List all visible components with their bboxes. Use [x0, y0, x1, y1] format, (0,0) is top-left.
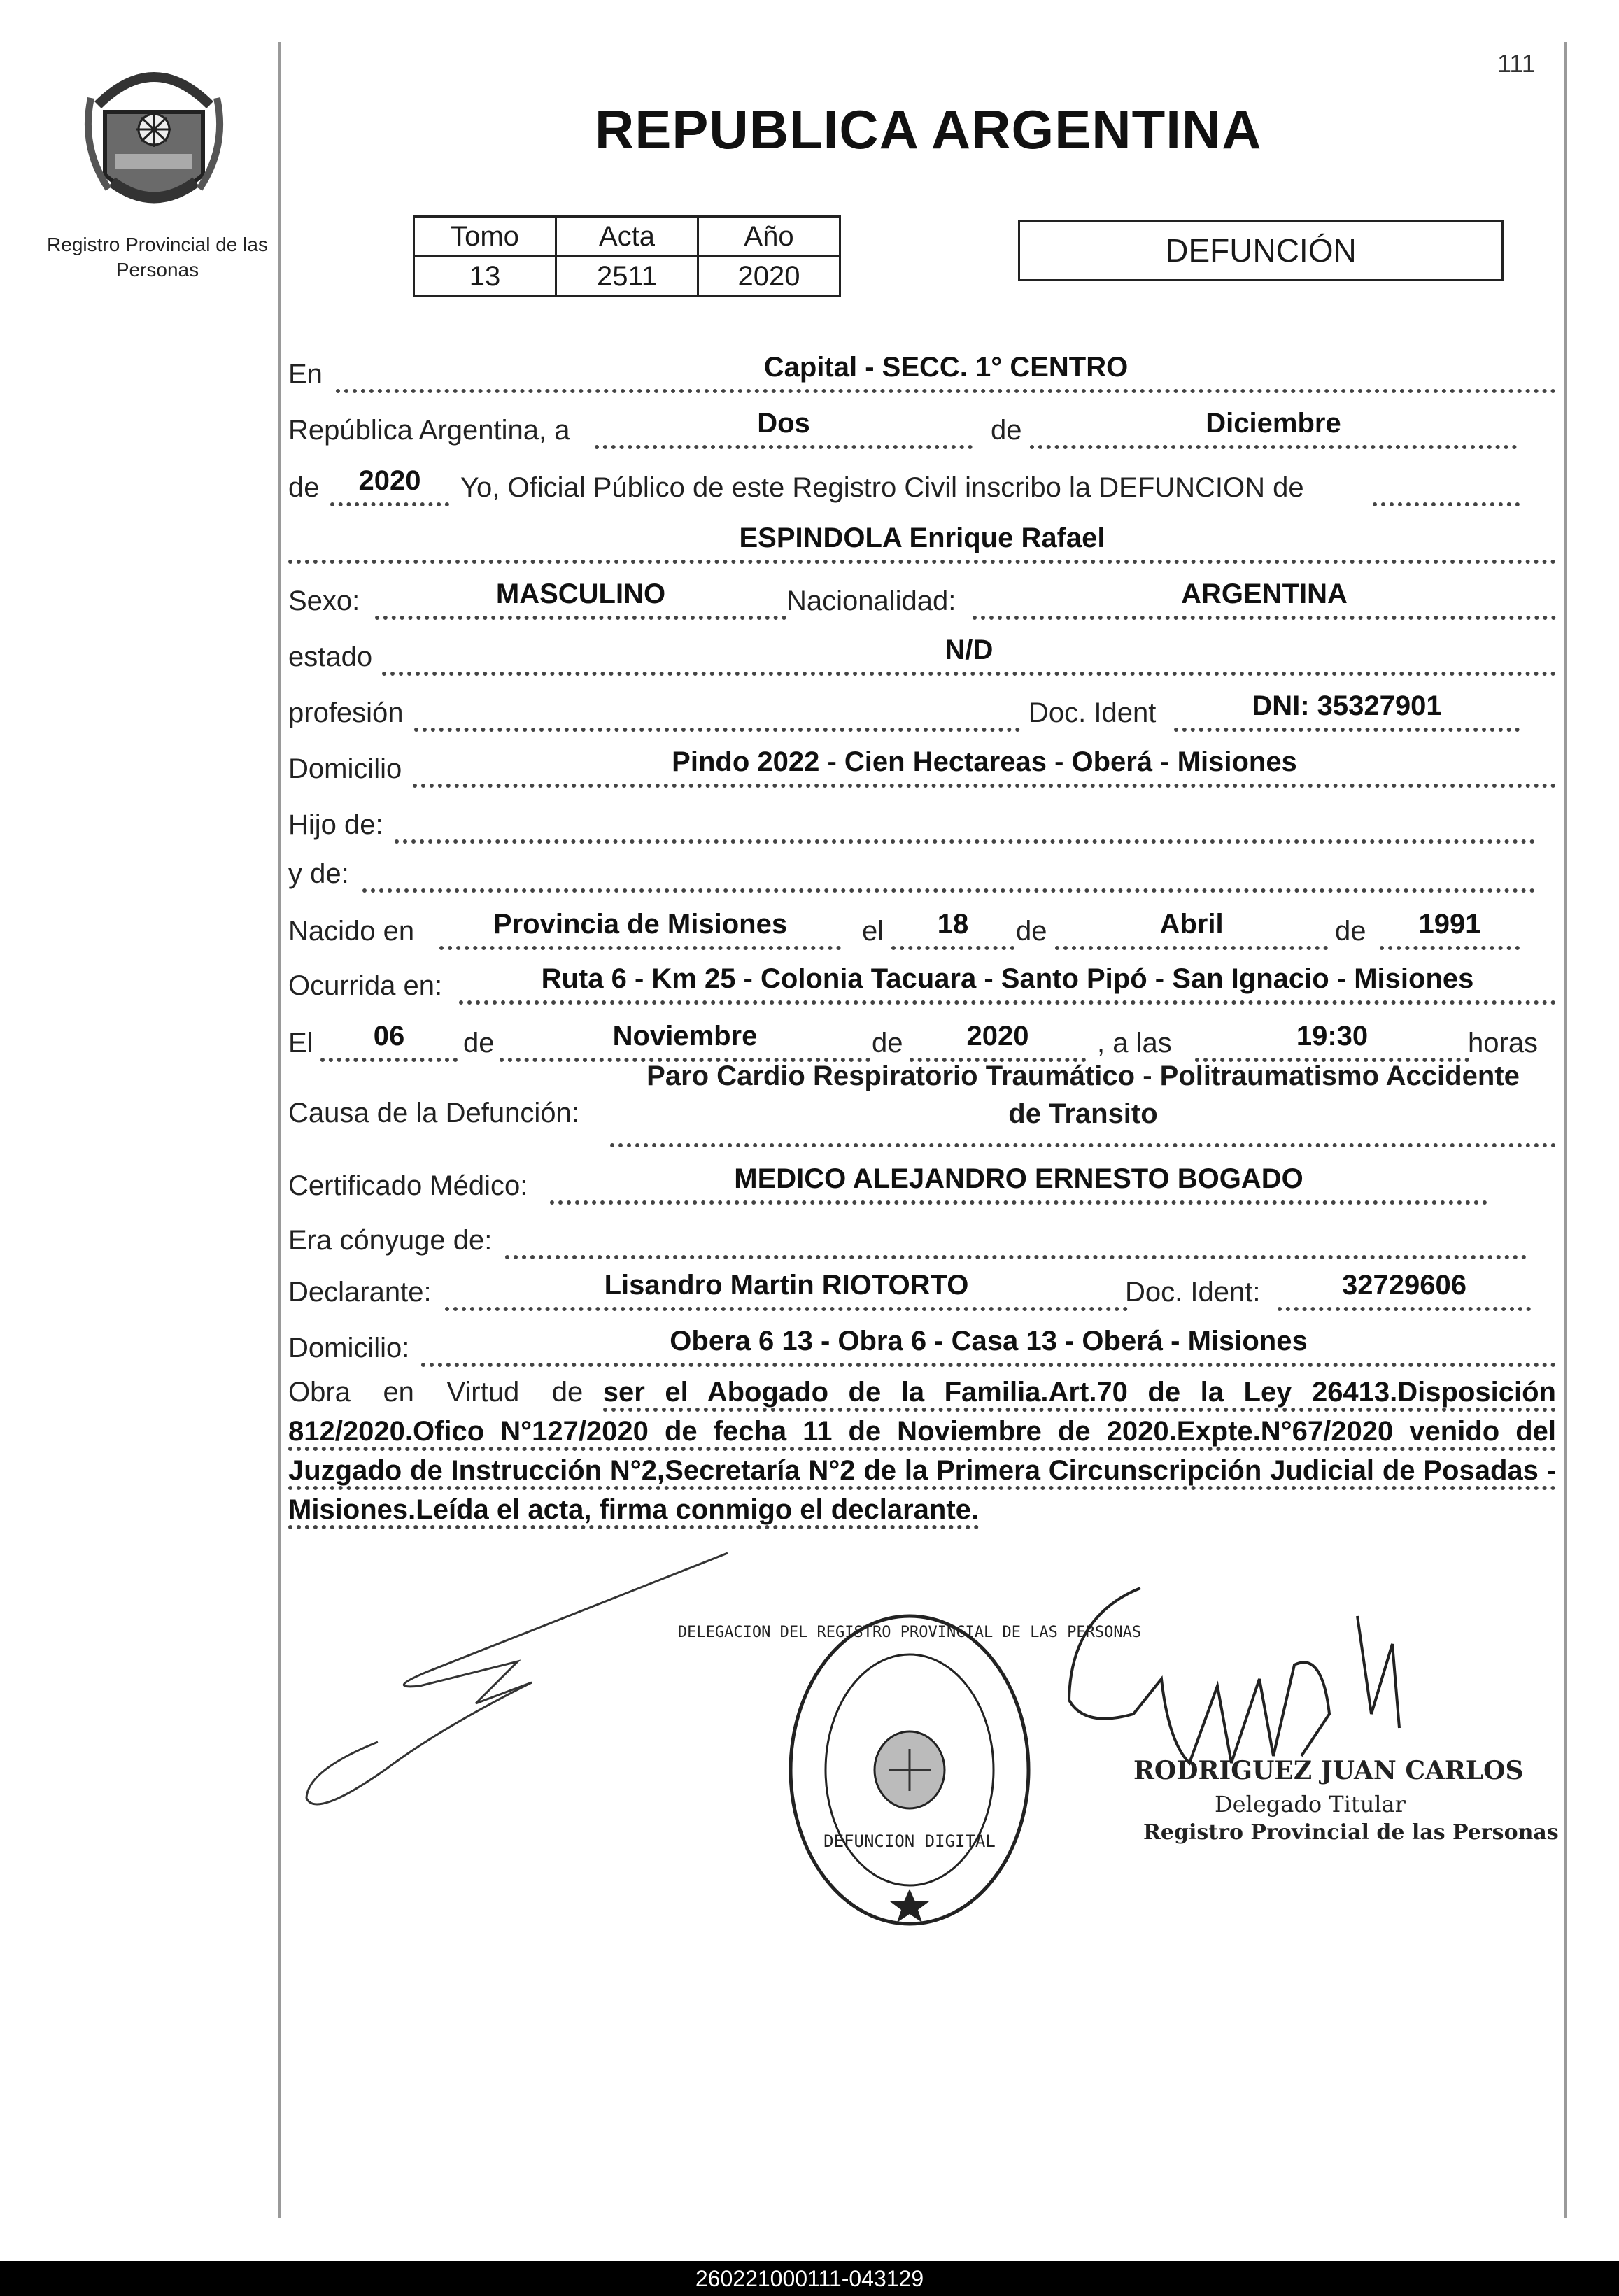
- profesion-label: profesión: [288, 697, 404, 728]
- oficial-text: Yo, Oficial Público de este Registro Civil inscribo la DEFUNCION de: [460, 472, 1304, 503]
- nac-dia-field: 18: [891, 907, 1014, 950]
- horas-label: horas: [1468, 1028, 1539, 1058]
- nacido-label: Nacido en: [288, 916, 415, 947]
- oficial-trailing-field: [1373, 463, 1520, 506]
- obra-label: Obra en Virtud de: [288, 1377, 584, 1408]
- signatory-role: Delegado Titular: [1215, 1791, 1406, 1817]
- causa-label: Causa de la Defunción:: [288, 1098, 579, 1128]
- mes-field: Diciembre: [1030, 406, 1517, 449]
- row-hijo: [288, 802, 1556, 844]
- registry-label: Registro Provincial de las Personas: [47, 234, 268, 281]
- de-label-5: de: [463, 1028, 495, 1058]
- row-sexo: [288, 578, 1556, 620]
- def-dia-field: 06: [320, 1019, 458, 1062]
- conyuge-field: [505, 1216, 1527, 1259]
- page-number: 111: [1497, 49, 1536, 78]
- page-title: REPUBLICA ARGENTINA: [595, 99, 1262, 160]
- official-stamp: [677, 1609, 1142, 1931]
- de-label-2: de: [288, 472, 320, 503]
- sexo-field: MASCULINO: [375, 576, 786, 620]
- domicilio-label: Domicilio: [288, 753, 402, 784]
- causa-field: Paro Cardio Respiratorio Traumático - Politraumatismo Accidente de Transito: [610, 1058, 1556, 1147]
- de-label-4: de: [1335, 916, 1366, 947]
- row-domicilio-declarante: [288, 1325, 1556, 1367]
- record-table: [413, 215, 841, 297]
- yde-field: [362, 849, 1535, 893]
- row-domicilio: [288, 746, 1556, 788]
- stamp-outer-text: DELEGACION DEL REGISTRO PROVINCIAL DE LAS PERSONAS: [677, 1624, 1142, 1641]
- row-profesion: [288, 690, 1556, 732]
- ocurrida-label: Ocurrida en:: [288, 970, 443, 1001]
- nac-mes-field: Abril: [1055, 907, 1328, 950]
- left-margin-line: [278, 42, 281, 2218]
- obra-paragraph: [288, 1373, 1556, 1529]
- certificado-field: MEDICO ALEJANDRO ERNESTO BOGADO: [550, 1161, 1487, 1205]
- row-oficial: [288, 465, 1556, 506]
- domicilio-field: Pindo 2022 - Cien Hectareas - Oberá - Misiones: [413, 744, 1556, 788]
- acta-header: Acta: [556, 217, 698, 257]
- anio-header: Año: [698, 217, 840, 257]
- row-declarante: [288, 1269, 1556, 1311]
- de-label: de: [991, 415, 1022, 446]
- stamp-inner-text: DEFUNCION DIGITAL: [823, 1831, 996, 1851]
- el-cap-label: El: [288, 1028, 313, 1058]
- domicilio2-label: Domicilio:: [288, 1333, 410, 1363]
- profesion-field: [414, 688, 1020, 732]
- declarante-label: Declarante:: [288, 1277, 432, 1308]
- document-type-box: DEFUNCIÓN: [1018, 220, 1504, 281]
- estado-label: estado: [288, 642, 373, 672]
- def-anio-field: 2020: [910, 1019, 1086, 1062]
- nacido-field: Provincia de Misiones: [439, 907, 841, 950]
- row-causa: [288, 1056, 1556, 1147]
- row-nombre: [288, 522, 1556, 564]
- row-fecha: [288, 407, 1556, 449]
- right-margin-line: [1564, 42, 1567, 2218]
- row-fecha-defuncion: [288, 1020, 1556, 1062]
- nacionalidad-label: Nacionalidad:: [786, 586, 956, 616]
- row-nacido: [288, 908, 1556, 950]
- anio-value: 2020: [698, 257, 840, 297]
- alas-label: , a las: [1097, 1028, 1172, 1058]
- signatory-org: Registro Provincial de las Personas: [1143, 1820, 1559, 1845]
- provincia-misiones-logo: [77, 56, 231, 224]
- obra-value: ser el Abogado de la Familia.Art.70 de la Ley 26413.Disposición 812/2020.Ofico N°127/2020 de fecha 11 de Noviembre de 2020.Expte.N°67/2020 venido del Juzgado de Instrucción N°2,Secretaría N°2 de la Primera Circunscripción Judicial de Posadas - Misiones.Leída el acta, firma conmigo el declarante.: [288, 1377, 1556, 1529]
- row-estado: [288, 634, 1556, 676]
- el-label: el: [862, 916, 884, 947]
- domicilio2-field: Obera 6 13 - Obra 6 - Casa 13 - Oberá - Misiones: [421, 1324, 1556, 1367]
- doc2-field: 32729606: [1278, 1268, 1531, 1311]
- row-yde: [288, 851, 1556, 893]
- hijo-label: Hijo de:: [288, 809, 383, 840]
- signatory-name: RODRIGUEZ JUAN CARLOS: [1133, 1756, 1524, 1785]
- hora-field: 19:30: [1195, 1019, 1469, 1062]
- dia-field: Dos: [595, 406, 973, 449]
- hijo-field: [395, 800, 1535, 844]
- anio-field: 2020: [330, 463, 449, 506]
- row-conyuge: [288, 1217, 1556, 1259]
- yde-label: y de:: [288, 858, 349, 889]
- sexo-label: Sexo:: [288, 586, 360, 616]
- declarante-field: Lisandro Martin RIOTORTO: [445, 1268, 1128, 1311]
- de-label-6: de: [872, 1028, 903, 1058]
- doc2-label: Doc. Ident:: [1125, 1277, 1261, 1308]
- row-certificado: [288, 1163, 1556, 1205]
- en-field: Capital - SECC. 1° CENTRO: [336, 350, 1556, 393]
- declarant-signature: [301, 1539, 735, 1833]
- de-label-3: de: [1016, 916, 1047, 947]
- acta-value: 2511: [556, 257, 698, 297]
- row-ocurrida: [288, 963, 1556, 1005]
- footer-code: 260221000111-043129: [0, 2261, 1619, 2296]
- def-mes-field: Noviembre: [500, 1019, 870, 1062]
- estado-field: N/D: [382, 632, 1556, 676]
- tomo-value: 13: [414, 257, 556, 297]
- doc-field: DNI: 35327901: [1174, 688, 1520, 732]
- nombre-field: ESPINDOLA Enrique Rafael: [288, 520, 1556, 564]
- conyuge-label: Era cónyuge de:: [288, 1225, 493, 1256]
- doc-label: Doc. Ident: [1028, 697, 1157, 728]
- en-label: En: [288, 359, 323, 390]
- nac-anio-field: 1991: [1380, 907, 1520, 950]
- row-en: [288, 351, 1556, 393]
- nacionalidad-field: ARGENTINA: [973, 576, 1556, 620]
- republica-label: República Argentina, a: [288, 415, 570, 446]
- certificado-label: Certificado Médico:: [288, 1170, 528, 1201]
- ocurrida-field: Ruta 6 - Km 25 - Colonia Tacuara - Santo Pipó - San Ignacio - Misiones: [459, 961, 1556, 1005]
- tomo-header: Tomo: [414, 217, 556, 257]
